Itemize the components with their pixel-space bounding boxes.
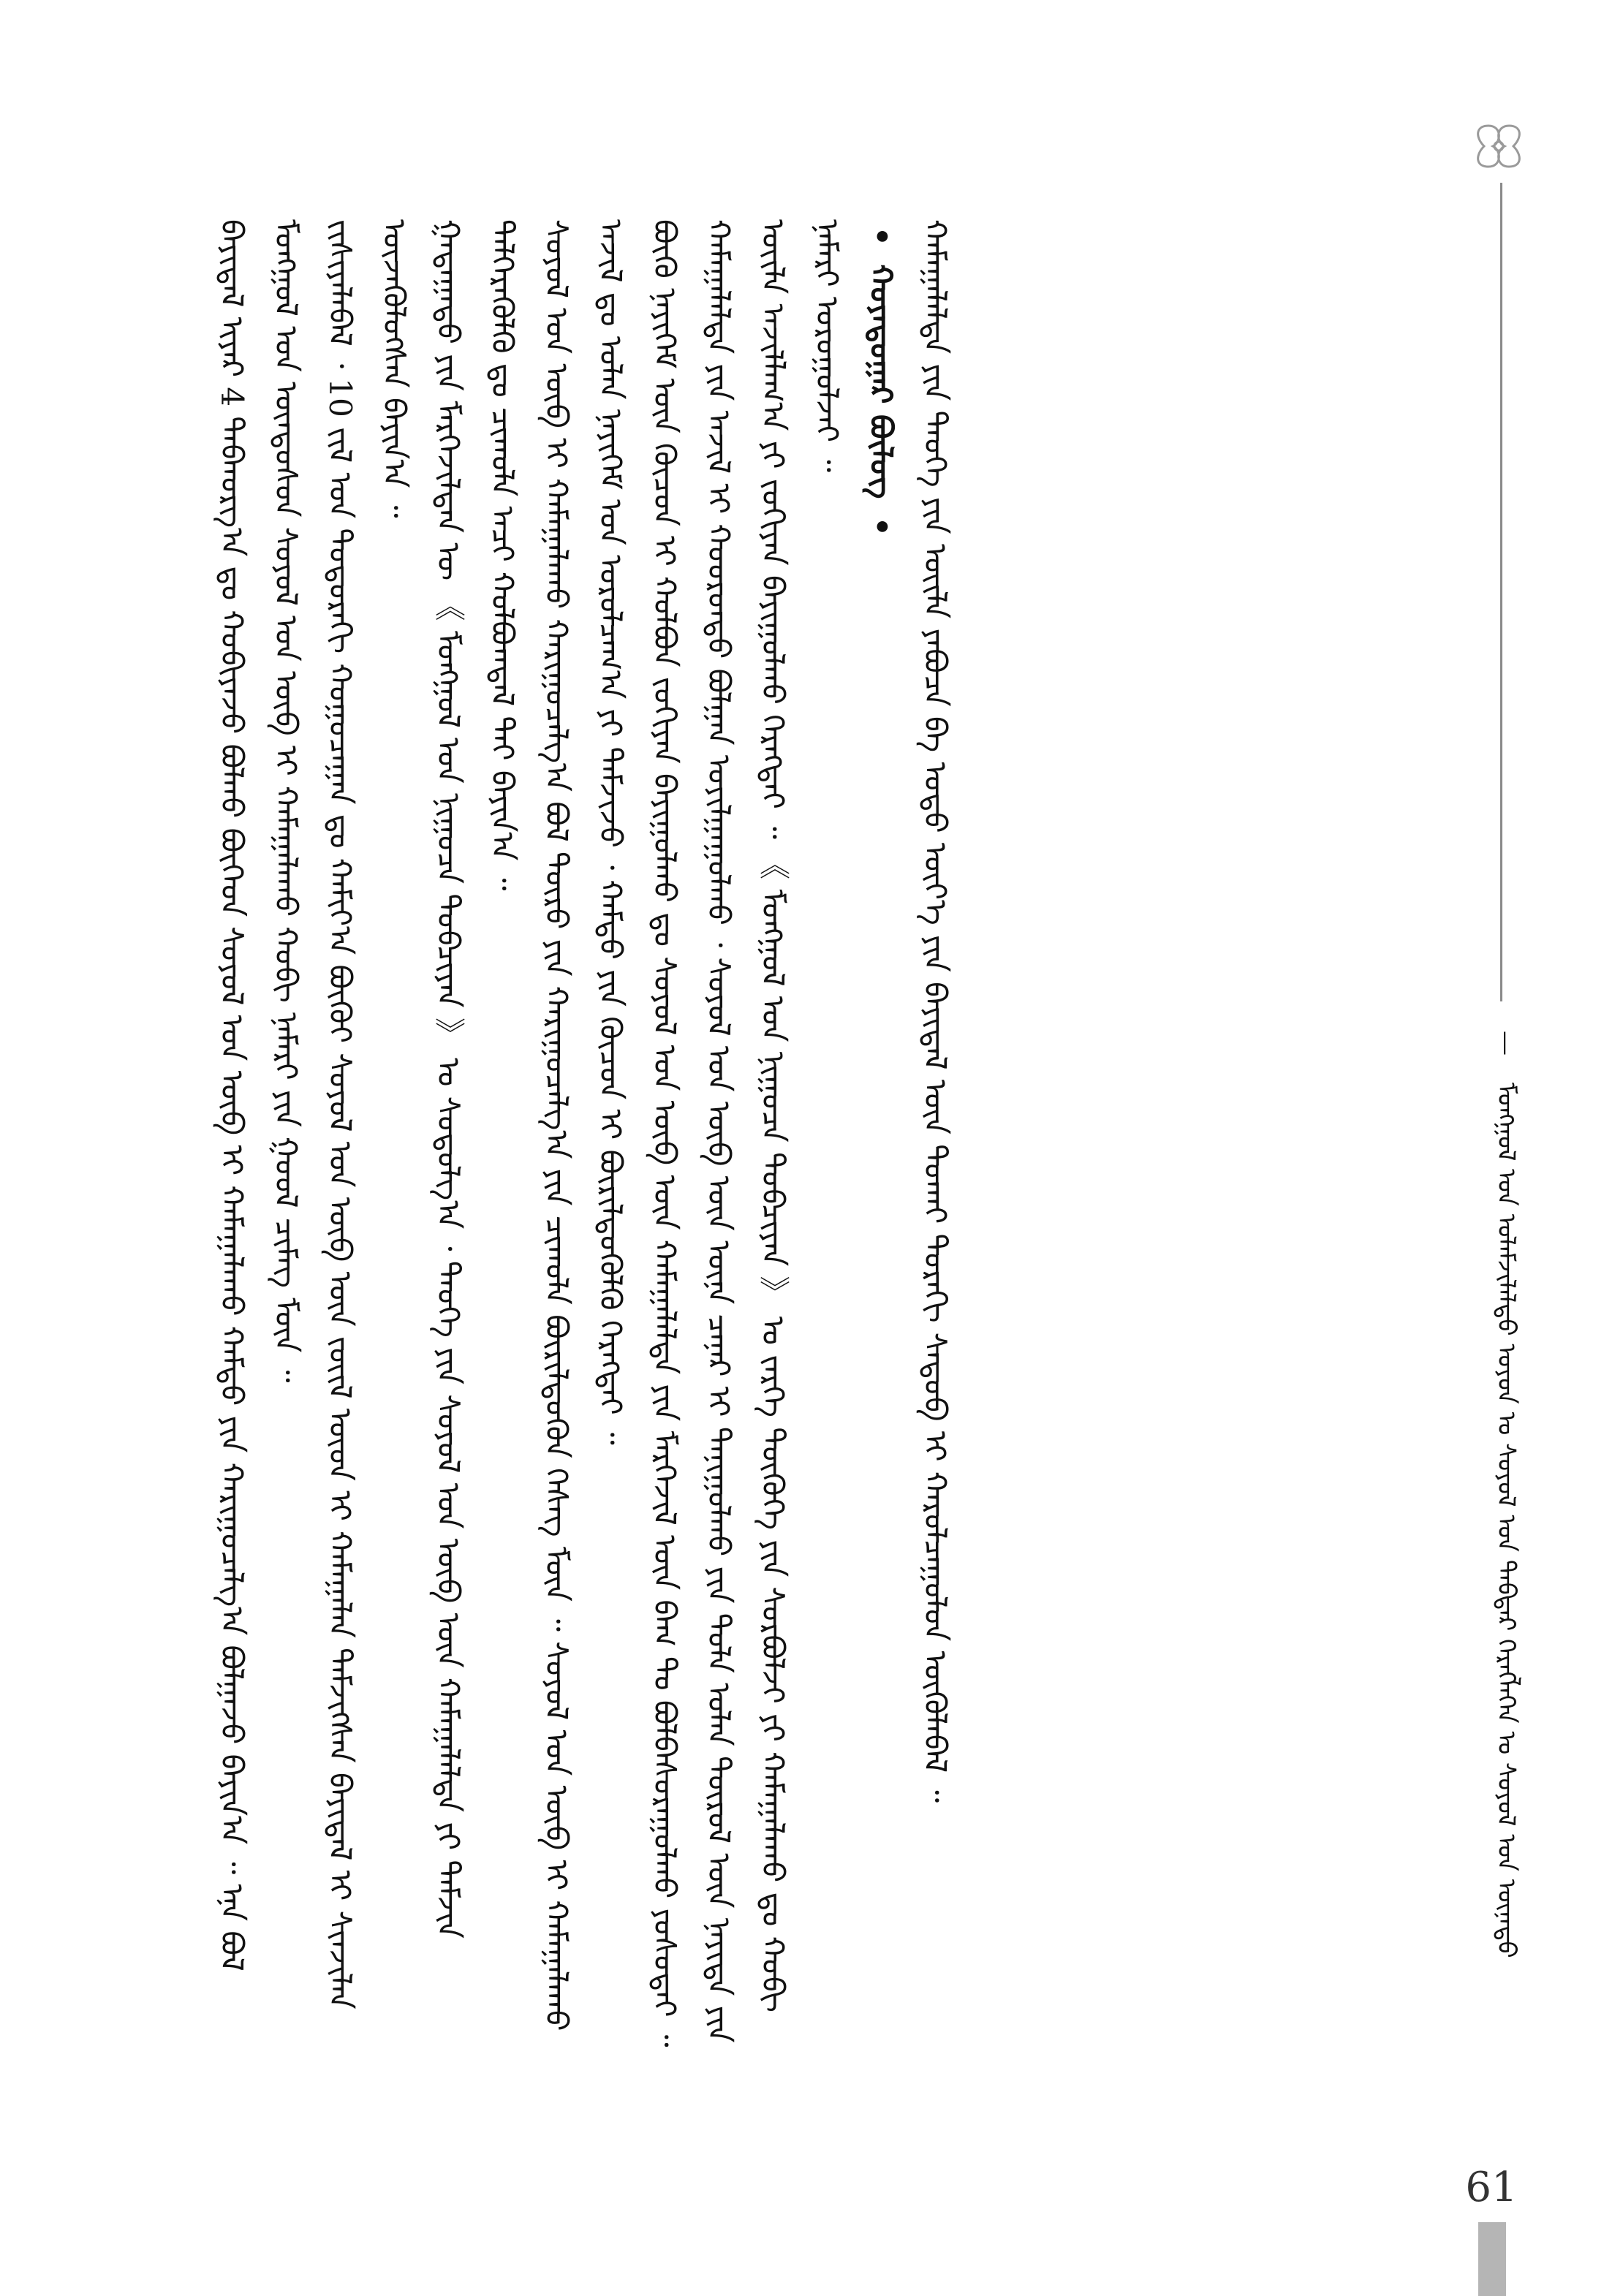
header-rule xyxy=(1500,183,1502,1001)
paragraph: ᠪᠦᠬᠦ ᠨᠡᠶᠢᠭᠡᠮ ᠦᠨ ᠬᠦᠴᠦᠨ ᠢ ᠬᠣᠯᠪᠣᠨ ᠵᠣᠬᠢᠶᠠᠨ ᠪᠠᠶᠢᠭᠤᠯᠬᠤ ᠳᠤ ᠰᠣᠶᠣᠯ ᠤᠨ ᠥᠪ ᠦᠨ ᠬᠠᠮᠠᠭᠠᠯᠠᠯᠲᠠ ᠶᠢᠨ ᠮᠡᠷᠭᠡᠵᠢᠯ ᠦᠨ ᠪᠠᠭ ᠲᠤ ᠪᠣᠯᠪᠠᠰᠤᠷᠠᠭᠤᠯᠬᠤ ᠶᠤᠰᠤᠲᠠᠢ ᠃ xyxy=(647,219,683,2047)
paragraph: ᠬᠠᠮᠠᠭᠠᠯᠠᠯᠲᠠ ᠶᠢᠨ ᠠᠵᠢᠯ ᠢ ᠬᠣᠣᠷᠣᠨᠳᠣ ᠪᠣᠯᠭᠠᠨ ᠣᠶᠢᠯᠭᠠᠭᠤᠯᠬᠤ ᠂ ᠰᠣᠶᠣᠯ ᠤᠨ ᠥᠪ ᠦᠨ ᠦᠨᠡ ᠴᠡᠨᠡᠷ ᠢ ᠲᠠᠨᠢᠭᠤᠯᠬᠤ ᠶᠢᠨ ᠲᠤᠯᠠ ᠣᠯᠠᠨ ᠲᠥᠷᠥᠯ ᠦᠨ ᠨᠡᠶᠢᠲᠡ ᠶᠢᠨ ᠦᠢᠯᠡ ᠠᠵᠢᠯᠯᠠᠭ᠎ᠠ ᠶᠢ ᠵᠣᠬᠢᠶᠠᠨ ᠪᠠᠶᠢᠭᠤᠯᠬᠤ ᠬᠡᠷᠡᠭᠲᠡᠢ ᠃ 《 ᠮᠣᠩᠭᠣᠯ ᠤᠨ ᠨᠢᠭᠤᠴᠠ ᠲᠣᠪᠴᠢᠶᠠᠨ 》 ᠤ ᠵᠡᠷᠭᠡ ᠲᠦᠭᠦᠬᠡ ᠶᠢᠨ ᠰᠤᠷᠪᠤᠯᠵᠢ ᠶᠢ ᠬᠠᠮᠠᠭᠠᠯᠠᠬᠤ ᠳᠤ ᠬᠤᠪᠢ ᠨᠡᠮᠡᠷᠢ ᠣᠷᠣᠭᠤᠯᠵᠠᠢ ᠃ xyxy=(701,219,845,2043)
running-header xyxy=(1484,1031,1528,2186)
bullet-icon: • xyxy=(863,227,899,246)
verse-line: ᠬᠠᠮᠠᠭᠠᠯᠠᠯᠲᠠ ᠶᠢᠨ ᠲᠡᠦᠬᠡ ᠶᠢᠨ ᠦᠢᠯᠡ ᠶᠠᠪᠤᠴᠠ ᠪᠠ ᠣᠳᠣ ᠦᠶ᠎ᠡ ᠶᠢᠨ ᠪᠠᠶᠢᠳᠠᠯ ᠦᠨ ᠲᠤᠬᠠᠢ ᠳᠣᠷᠠᠬᠢ ᠰᠡᠳᠦᠪ ᠢ ᠬᠠᠷᠤᠯᠴᠠᠭᠤᠯᠤᠨ ᠥᠭᠦᠯᠡᠪᠡᠯ ᠃ xyxy=(918,219,953,1803)
paragraph: ᠵᠢᠱᠢᠶᠡᠯᠡᠪᠡᠯ ᠂ 10 ᠵᠢᠯ ᠤᠨ ᠳᠣᠲᠣᠷᠠᠬᠢ ᠬᠤᠭᠤᠴᠠᠭᠠᠨ ᠳᠤ ᠬᠠᠮᠢᠶ᠎ᠠ ᠪᠦᠬᠦᠢ ᠰᠣᠶᠣᠯ ᠤᠨ ᠥᠪ ᠦᠨ ᠵᠦᠢᠯ ᠦᠳ ᠢ ᠬᠠᠮᠠᠭᠠᠯᠠᠨ ᠳᠡᠮᠵᠢᠭᠰᠡᠨ ᠪᠠᠶᠢᠳᠠᠯ ᠢ ᠰᠢᠨᠵᠢᠯᠡᠨ ᠦᠵᠡᠭᠦᠯᠦᠭᠰᠡᠨ ᠪᠠᠶᠢᠨ᠎ᠠ ᠃ xyxy=(322,219,412,2009)
header-dash: — xyxy=(1491,1031,1521,1057)
bullet-icon: • xyxy=(863,517,899,537)
page-tab xyxy=(1478,2222,1506,2296)
paragraph: ᠰᠣᠶᠣᠯ ᠤᠨ ᠥᠪ ᠢ ᠬᠠᠮᠠᠭᠠᠯᠠᠬᠤ ᠬᠠᠷᠢᠭᠤᠴᠠᠯᠭ᠎ᠠ ᠪᠣᠯ ᠲᠥᠷᠥ ᠶᠢᠨ ᠬᠠᠷᠢᠭᠤᠴᠠᠯᠭ᠎ᠠ ᠶᠢᠨ ᠴᠢᠬᠤᠯᠠ ᠪᠦᠷᠢᠯᠳᠦᠬᠦᠨ ᠬᠡᠰᠡᠭ ᠮᠥᠨ ᠃ ᠰᠣᠶᠣᠯ ᠤᠨ ᠥᠪ ᠢ ᠬᠠᠮᠠᠭᠠᠯᠠᠬᠤ ᠠᠵᠢᠯ ᠳᠤ ᠣᠯᠠᠨ ᠨᠡᠶᠢᠭᠡᠮ ᠤᠨ ᠣᠷᠣᠯᠴᠠᠭ᠎ᠠ ᠶᠢ ᠳᠡᠮᠵᠢᠵᠦ ᠂ ᠬᠠᠮᠲᠤ ᠶᠢᠨ ᠬᠦᠴᠦᠨ ᠢ ᠪᠦᠷᠢᠯᠳᠦᠭᠦᠯᠬᠦ ᠬᠡᠷᠡᠭᠲᠡᠢ ᠃ xyxy=(539,219,629,2031)
page-number: 61 xyxy=(1465,2164,1518,2211)
paragraph: ᠭᠠᠳᠠᠭᠠᠳᠤ ᠶᠢᠨ ᠮᠡᠷᠭᠡᠵᠢᠯᠲᠡᠨ ᠦ 《 ᠮᠣᠩᠭᠣᠯ ᠤᠨ ᠨᠢᠭᠤᠴᠠ ᠲᠣᠪᠴᠢᠶᠠᠨ 》 ᠤ ᠰᠣᠳᠤᠯᠭ᠎ᠠ ᠂ ᠲᠡᠦᠬᠡ ᠶᠢᠨ ᠰᠣᠶᠣᠯ ᠤᠨ ᠥᠪ ᠦᠨ ᠬᠠᠮᠠᠭᠠᠯᠠᠯᠲᠠ ᠶᠢ ᠳᠡᠮᠵᠢᠨ ᠳᠡᠯᠭᠡᠷᠡᠭᠦᠯᠬᠦ ᠳᠤ ᠴᠢᠬᠤᠯᠠ ᠠᠴᠢ ᠬᠣᠯᠪᠣᠭᠳᠠᠯ ᠲᠠᠢ ᠪᠠᠶᠢᠨ᠎ᠠ ᠃ xyxy=(431,219,521,1939)
subheading-text: ᠬᠣᠶᠠᠳᠤᠭᠠᠷ ᠪᠦᠯᠦᠭ xyxy=(863,264,899,499)
section-subheading xyxy=(854,219,908,2061)
body-text xyxy=(205,219,1411,2061)
header-ornament xyxy=(1469,117,1532,175)
running-title: ᠮᠣᠩᠭᠣᠯ ᠤᠨ ᠤᠯᠠᠮᠵᠢᠯᠠᠯᠲᠤ ᠣᠶᠤᠨ ᠤ ᠰᠣᠶᠣᠯ ᠤᠨ ᠳᠡᠪᠲᠡᠷ ᠬᠡᠷᠡᠭᠯᠡᠭᠡᠨ ᠤ ᠰᠣᠶᠣᠯ ᠤᠨ ᠦᠨᠡᠲᠦ xyxy=(1491,1082,1521,1958)
paragraph: ᠪᠠᠶᠢᠳᠠᠯ ᠢᠶᠠᠷ 4 ᠳᠠᠪᠬᠤᠷᠭ᠎ᠠ ᠳᠤ ᠬᠤᠪᠢᠶᠠᠵᠤ ᠪᠣᠯᠬᠤ ᠪᠥᠭᠡᠳ ᠰᠣᠶᠣᠯ ᠤᠨ ᠥᠪ ᠢ ᠬᠠᠮᠠᠭᠠᠯᠠᠬᠤ ᠬᠠᠮᠲᠤ ᠶᠢᠨ ᠬᠠᠷᠢᠭᠤᠴᠠᠯᠭ᠎ᠠ ᠪᠣᠯᠭᠠᠵᠤ ᠪᠠᠶᠢᠨ᠎ᠠ ᠃ ᠡᠨᠡ ᠪᠣᠯ ᠮᠣᠩᠭᠣᠯ ᠤᠨ ᠦᠨᠳᠦᠰᠦᠨ ᠰᠣᠶᠣᠯ ᠤᠨ ᠥᠪ ᠢ ᠬᠠᠮᠠᠭᠠᠯᠠᠬᠤ ᠬᠤᠪᠢ ᠨᠡᠮᠡᠷᠢ ᠶᠢᠨ ᠭᠣᠣᠯ ᠴᠢᠮᠡᠭ ᠮᠥᠨ ᠃ xyxy=(214,219,304,1971)
